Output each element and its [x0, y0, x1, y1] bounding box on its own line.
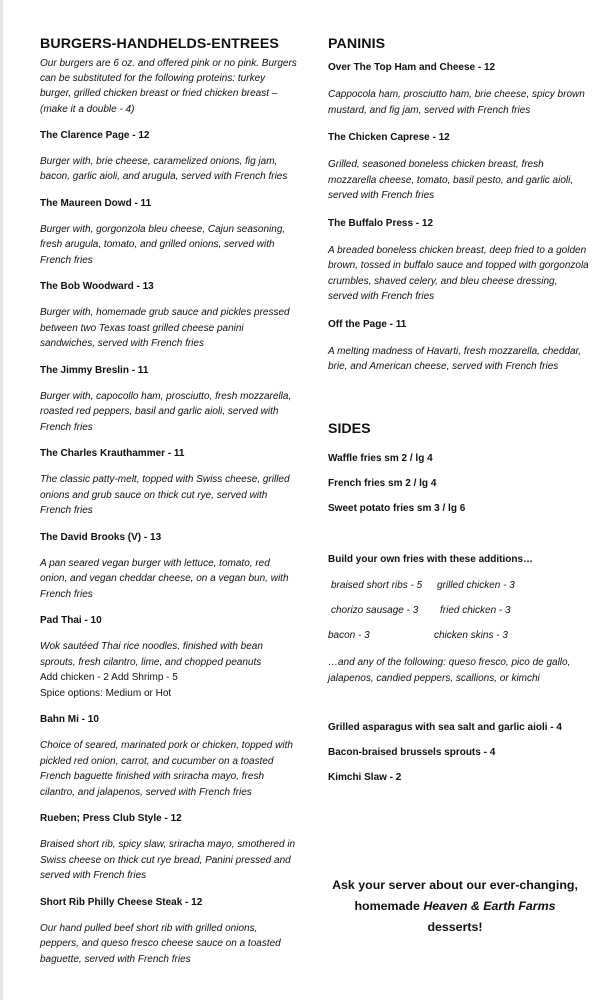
menu-item-name: The Maureen Dowd - 11 — [40, 197, 152, 209]
panini-desc: A melting madness of Havarti, fresh mozzarella, cheddar, brie, and American cheese, served with French fries — [328, 345, 582, 372]
menu-item-desc: Our hand pulled beef short rib with grilled onions, peppers, and queso fresco cheese sauce on a toasted baguette, served with French fries — [40, 922, 281, 965]
dessert-farm-name: Heaven & Earth Farms — [423, 899, 556, 913]
menu-item-name: Pad Thai - 10 — [40, 615, 102, 627]
side-item: Grilled asparagus with sea salt and garlic aioli - 4 — [328, 722, 562, 733]
fries-addition: fried chicken - 3 — [440, 605, 511, 616]
dessert-line-3: desserts! — [427, 920, 483, 934]
menu-item-desc: Burger with, capocollo ham, prosciutto, fresh mozzarella, roasted red peppers, basil and garlic aioli, served with French fries — [40, 390, 292, 433]
menu-item-desc: Choice of seared, marinated pork or chicken, topped with pickled red onion, carrot, and cucumber on a toasted French baguette finished with sriracha mayo, fresh cilantro, and jalapenos, served with French fries — [40, 740, 293, 798]
menu-item-name: The Jimmy Breslin - 11 — [40, 364, 149, 376]
pad-thai-spice-options: Spice options: Medium or Hot — [40, 687, 172, 699]
burgers-intro: Our burgers are 6 oz. and offered pink or no pink. Burgers can be substituted for the following proteins: turkey burger, grilled chicken breast or fried chicken breast – (make it a double - 4) — [40, 58, 297, 115]
menu-item-desc: A pan seared vegan burger with lettuce, tomato, red onion, and vegan cheddar cheese, on a vegan bun, with French fries — [40, 557, 289, 600]
section-heading-burgers: BURGERS-HANDHELDS-ENTREES — [40, 36, 279, 52]
sides-section — [328, 421, 590, 437]
menu-item-desc: Wok sautéed Thai rice noodles, finished with bean sprouts, fresh cilantro, lime, and chopped peanuts — [40, 641, 263, 668]
side-item: Bacon-braised brussels sprouts - 4 — [328, 747, 496, 758]
side-item: French fries sm 2 / lg 4 — [328, 478, 437, 489]
dessert-line-2 — [330, 896, 580, 917]
panini-name: Over The Top Ham and Cheese - 12 — [328, 62, 496, 73]
menu-item-name: Rueben; Press Club Style - 12 — [40, 813, 182, 825]
menu-item-name: Short Rib Philly Cheese Steak - 12 — [40, 896, 203, 908]
section-heading-sides: SIDES — [328, 421, 371, 437]
fries-addition: braised short ribs - 5 — [331, 580, 423, 591]
menu-item-name: Bahn Mi - 10 — [40, 714, 99, 726]
fries-addition: bacon - 3 — [328, 630, 370, 641]
menu-item-desc: The classic patty-melt, topped with Swiss cheese, grilled onions and grub sauce on thick cut rye, served with French fries — [40, 474, 290, 517]
menu-item-name: The David Brooks (V) - 13 — [40, 531, 162, 543]
fries-addition: chorizo sausage - 3 — [331, 605, 419, 616]
dessert-pre: homemade — [354, 899, 424, 913]
right-column — [328, 36, 590, 375]
menu-item-name: The Clarence Page - 12 — [40, 129, 150, 141]
menu-item-name: The Bob Woodward - 13 — [40, 281, 154, 293]
build-fries-heading: Build your own fries with these additions… — [328, 554, 534, 565]
dessert-line-1: Ask your server about our ever-changing, — [332, 878, 578, 892]
menu-item-desc: Burger with, gorgonzola bleu cheese, Cajun seasoning, fresh arugula, tomato, and grilled onions, served with French fries — [40, 223, 286, 266]
menu-item-desc: Burger with, homemade grub sauce and pickles pressed between two Texas toast grilled cheese panini sandwiches, served with French fries — [40, 307, 290, 350]
section-heading-paninis: PANINIS — [328, 36, 386, 52]
menu-item-name: The Charles Krauthammer - 11 — [40, 448, 185, 460]
fries-addition: grilled chicken - 3 — [437, 580, 515, 591]
panini-desc: Grilled, seasoned boneless chicken breast, fresh mozzarella cheese, tomato, basil pesto, and garlic aioli, served with French fries — [328, 159, 574, 201]
menu-item-desc: Burger with, brie cheese, caramelized onions, fig jam, bacon, garlic aioli, and arugula, served with French fries — [40, 155, 288, 183]
page-edge — [0, 0, 3, 1000]
menu-item-desc: Braised short rib, spicy slaw, sriracha mayo, smothered in Swiss cheese on thick cut rye bread, Panini pressed and served with French fries — [40, 839, 296, 882]
panini-name: Off the Page - 11 — [328, 318, 407, 330]
side-item: Kimchi Slaw - 2 — [328, 772, 402, 783]
panini-desc: Cappocola ham, prosciutto ham, brie cheese, spicy brown mustard, and fig jam, served with French fries — [328, 89, 585, 116]
fries-addition: chicken skins - 3 — [434, 630, 508, 641]
pad-thai-addons: Add chicken - 2 Add Shrimp - 5 — [40, 672, 178, 684]
panini-name: The Buffalo Press - 12 — [328, 217, 434, 229]
left-column — [40, 36, 298, 967]
dessert-note — [330, 875, 580, 938]
panini-desc: A breaded boneless chicken breast, deep fried to a golden brown, tossed in buffalo sauce and topped with gorgonzola crumbles, shaved celery, and bleu cheese dressing, served with French fries — [328, 244, 589, 302]
fries-any-following: …and any of the following: queso fresco, pico de gallo, jalapenos, candied peppers, scallions, or kimchi — [328, 657, 571, 684]
panini-name: The Chicken Caprese - 12 — [328, 132, 450, 143]
side-item: Waffle fries sm 2 / lg 4 — [328, 453, 433, 464]
side-item: Sweet potato fries sm 3 / lg 6 — [328, 503, 466, 514]
